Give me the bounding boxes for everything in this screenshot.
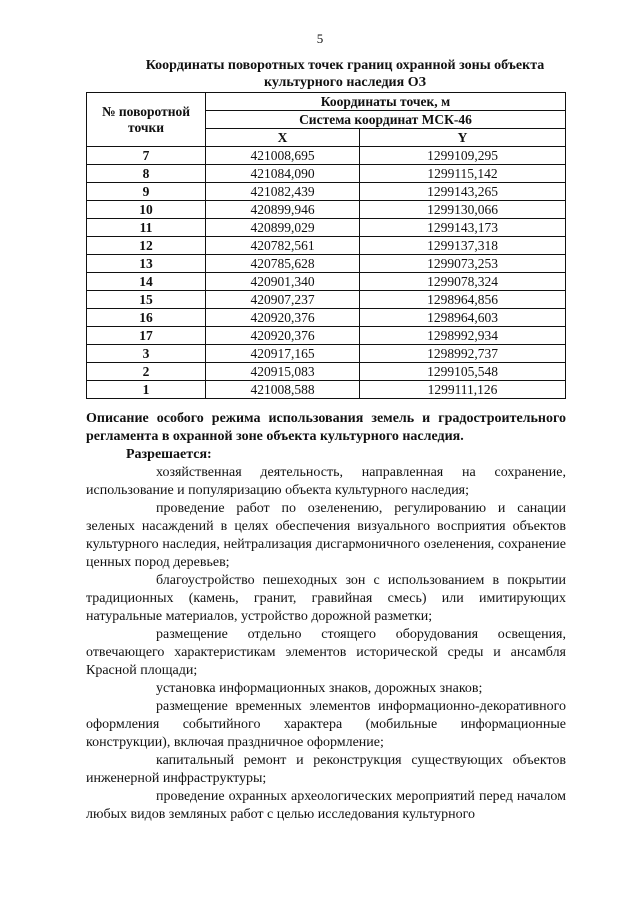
y-coordinate-cell: 1299109,295 [360,147,566,165]
x-coordinate-cell: 420915,083 [206,363,360,381]
table-row [87,273,566,291]
header-coordinates: Координаты точек, м [206,93,566,111]
title-line-1: Координаты поворотных точек границ охранной зоны объекта [145,58,545,73]
y-coordinate-cell: 1299137,318 [360,237,566,255]
y-coordinate-cell: 1299073,253 [360,255,566,273]
x-coordinate-cell: 420785,628 [206,255,360,273]
header-coordinate-system: Система координат МСК-46 [206,111,566,129]
y-coordinate-cell: 1298964,856 [360,291,566,309]
point-number-cell: 10 [87,201,206,219]
x-coordinate-cell: 421082,439 [206,183,360,201]
y-coordinate-cell: 1299143,265 [360,183,566,201]
point-number-cell: 2 [87,363,206,381]
coordinates-table [86,92,566,399]
regime-section [86,410,566,824]
allowed-item: проведение охранных археологических мероприятий перед началом любых видов земляных работ с целью исследования культурного [86,789,566,822]
point-number-cell: 8 [87,165,206,183]
point-number-cell: 13 [87,255,206,273]
point-number-cell: 7 [87,147,206,165]
title-line-2: культурного наследия ОЗ [264,75,426,90]
y-coordinate-cell: 1298992,737 [360,345,566,363]
allowed-label: Разрешается: [126,447,212,462]
table-body [87,147,566,399]
table-row [87,219,566,237]
y-coordinate-cell: 1299105,548 [360,363,566,381]
header-y: Y [360,129,566,147]
allowed-item: установка информационных знаков, дорожных знаков; [156,681,483,696]
allowed-item: благоустройство пешеходных зон с использованием в покрытии традиционных (камень, гранит, гравийная смесь) или имитирующих натуральные материалов, устройство дорожной разметки; [86,573,566,624]
x-coordinate-cell: 420907,237 [206,291,360,309]
y-coordinate-cell: 1298964,603 [360,309,566,327]
table-row [87,381,566,399]
point-number-cell: 3 [87,345,206,363]
table-row [87,327,566,345]
x-coordinate-cell: 421008,695 [206,147,360,165]
table-row [87,201,566,219]
table-row [87,345,566,363]
x-coordinate-cell: 420782,561 [206,237,360,255]
allowed-item: хозяйственная деятельность, направленная на сохранение, использование и популяризацию объекта культурного наследия; [86,465,566,498]
x-coordinate-cell: 420920,376 [206,327,360,345]
allowed-item: проведение работ по озеленению, регулированию и санации зеленых насаждений в целях обеспечения визуального восприятия объектов культурного наследия, нейтрализация дисгармоничного озеленения, сохранение ценных пород деревьев; [86,501,566,570]
table-row [87,237,566,255]
point-number-cell: 11 [87,219,206,237]
x-coordinate-cell: 420899,946 [206,201,360,219]
x-coordinate-cell: 421008,588 [206,381,360,399]
point-number-cell: 16 [87,309,206,327]
y-coordinate-cell: 1299078,324 [360,273,566,291]
y-coordinate-cell: 1298992,934 [360,327,566,345]
y-coordinate-cell: 1299143,173 [360,219,566,237]
y-coordinate-cell: 1299130,066 [360,201,566,219]
y-coordinate-cell: 1299115,142 [360,165,566,183]
table-row [87,255,566,273]
y-coordinate-cell: 1299111,126 [360,381,566,399]
page-number: 5 [316,31,324,46]
header-point-number-line2: точки [127,119,165,135]
allowed-item: размещение отдельно стоящего оборудования освещения, отвечающего характеристикам элементов исторической среды и ансамбля Красной площади; [86,627,566,678]
header-point-number-line1: № поворотной [101,103,191,119]
x-coordinate-cell: 420920,376 [206,309,360,327]
allowed-list [86,464,566,824]
allowed-item: размещение временных элементов информационно-декоративного оформления событийного характера (мобильные информационные конструкции), включая праздничное оформление; [86,699,566,750]
point-number-cell: 14 [87,273,206,291]
section-heading: Описание особого режима использования земель и градостроительного регламента в охранной зоне объекта культурного наследия. [86,411,566,444]
header-x: X [206,129,360,147]
allowed-item: капитальный ремонт и реконструкция существующих объектов инженерной инфраструктуры; [86,753,566,786]
point-number-cell: 12 [87,237,206,255]
x-coordinate-cell: 420899,029 [206,219,360,237]
x-coordinate-cell: 420901,340 [206,273,360,291]
x-coordinate-cell: 421084,090 [206,165,360,183]
table-row [87,183,566,201]
table-title [110,57,580,91]
point-number-cell: 15 [87,291,206,309]
table-row [87,291,566,309]
header-point-number [87,93,206,147]
point-number-cell: 17 [87,327,206,345]
table-row [87,309,566,327]
point-number-cell: 1 [87,381,206,399]
table-row [87,147,566,165]
point-number-cell: 9 [87,183,206,201]
table-row [87,165,566,183]
x-coordinate-cell: 420917,165 [206,345,360,363]
table-row [87,363,566,381]
